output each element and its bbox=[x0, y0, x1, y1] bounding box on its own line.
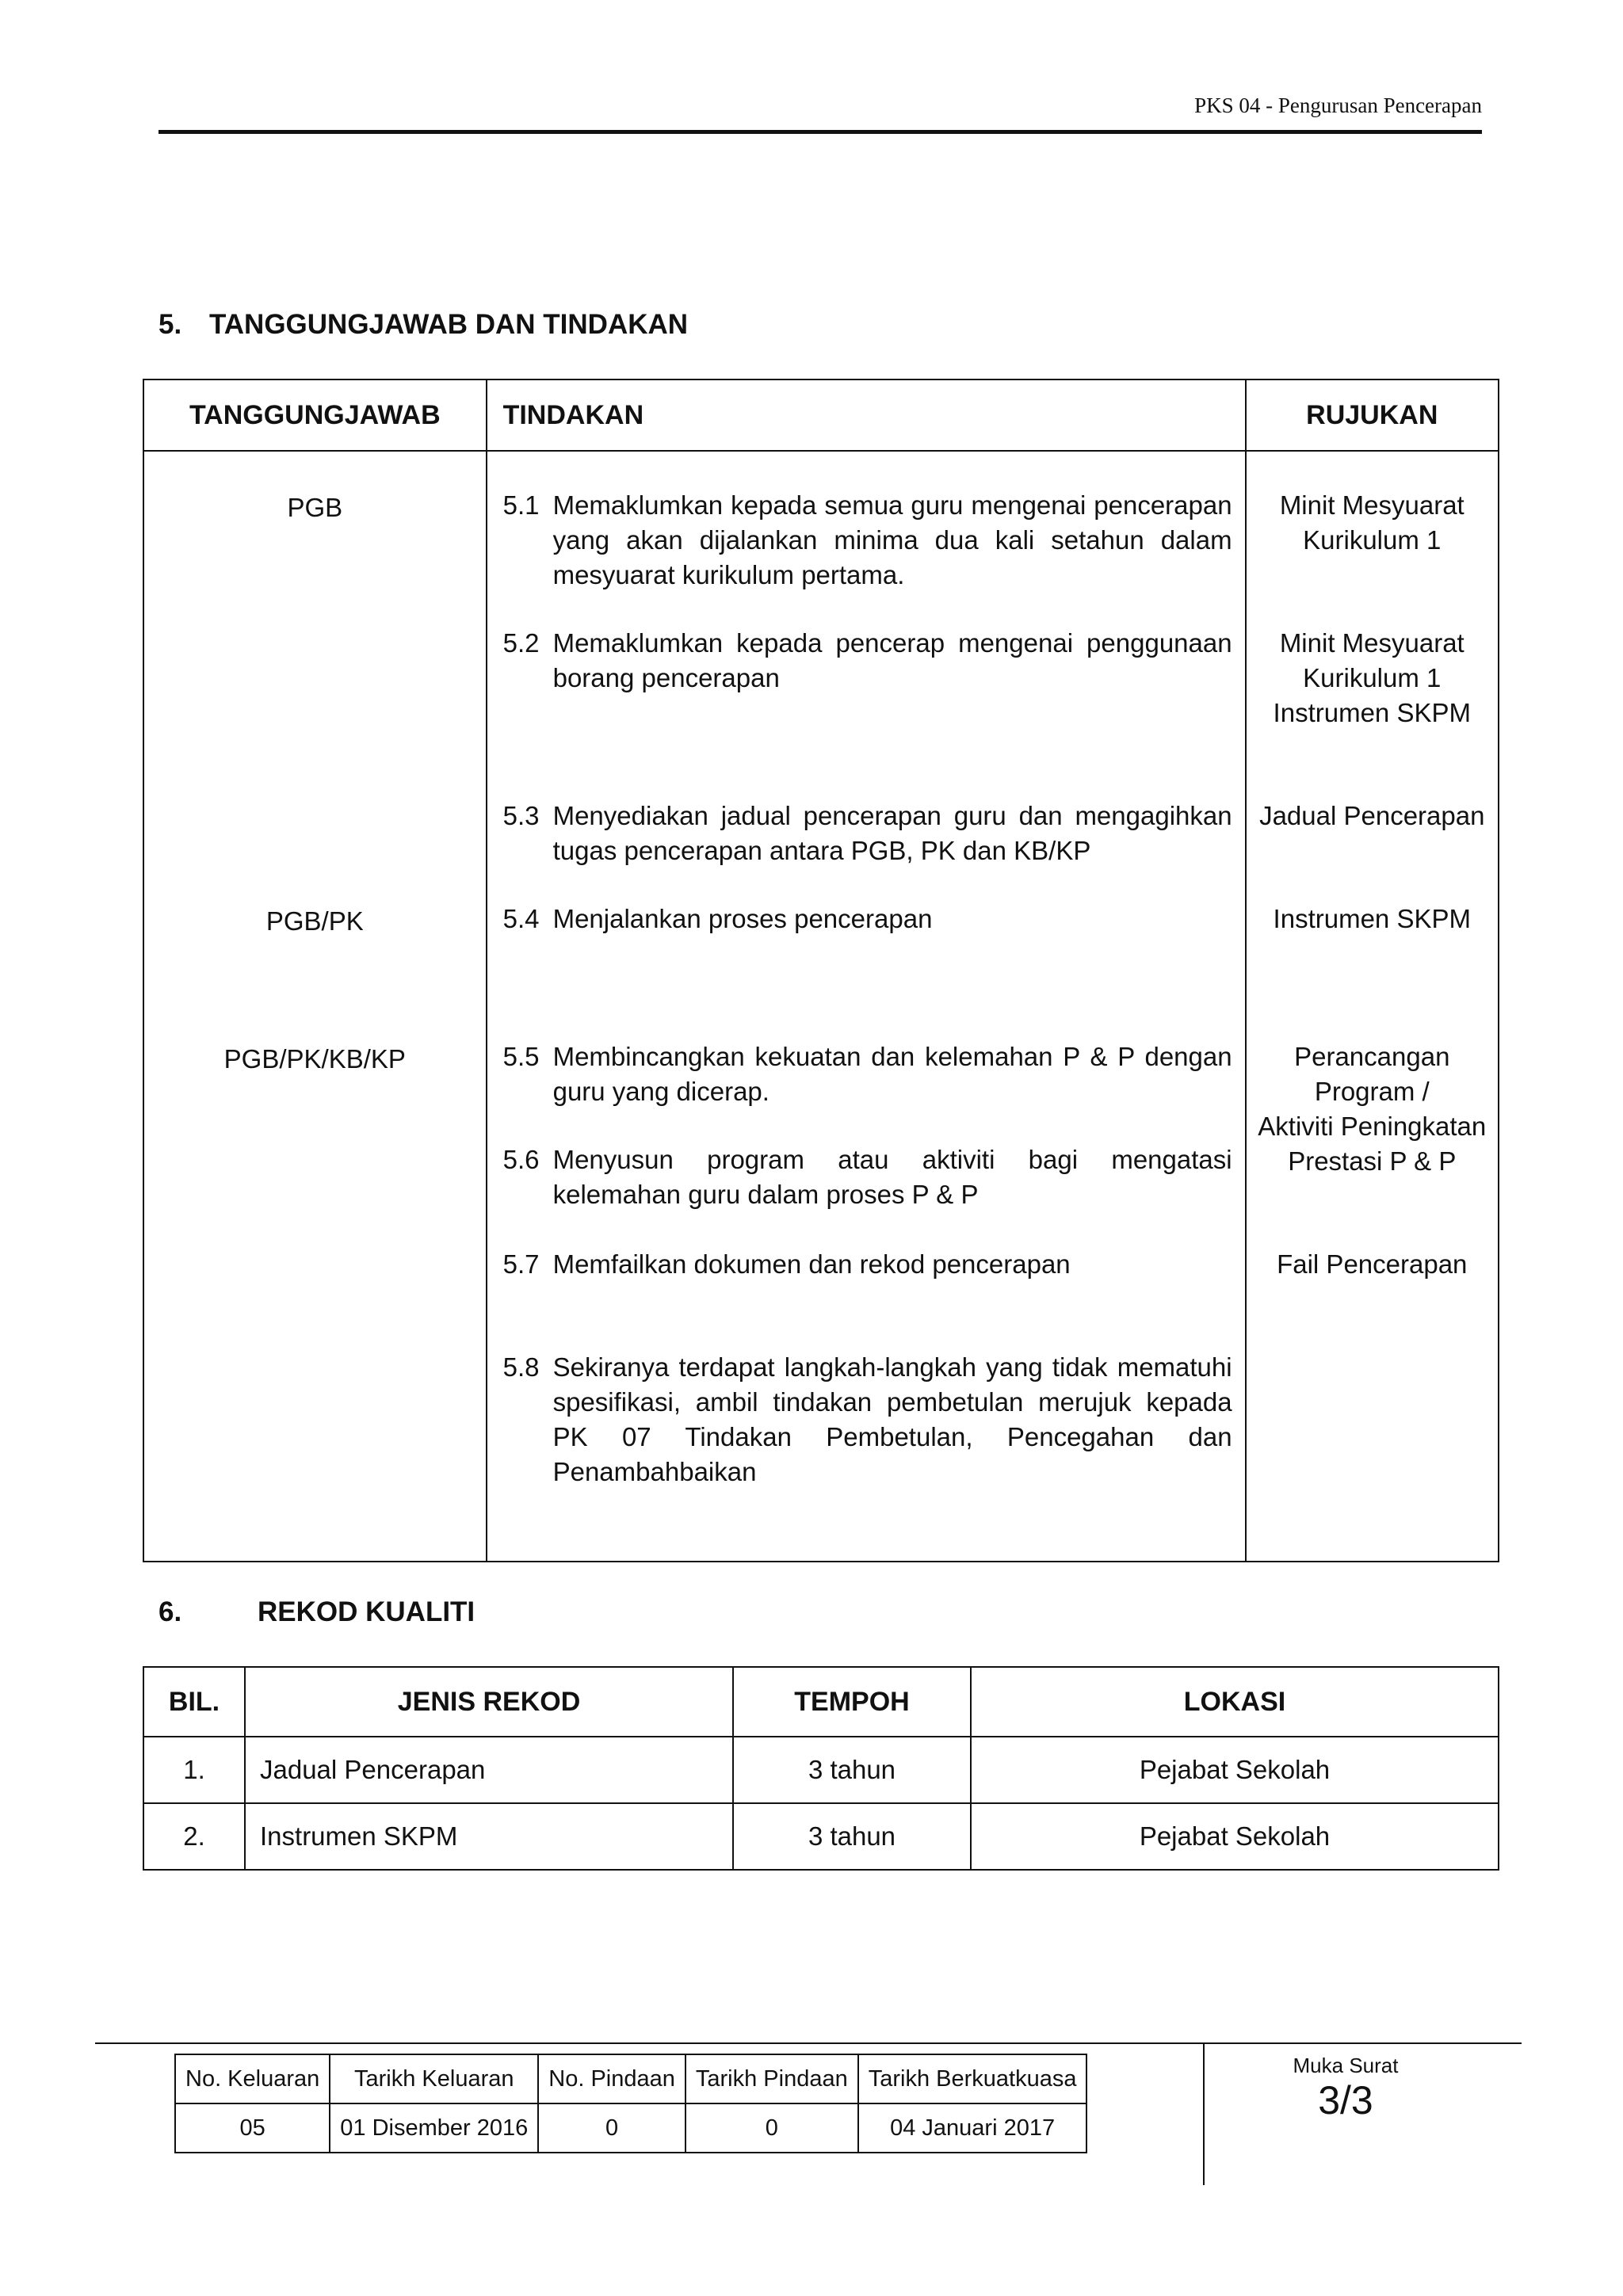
footer-issue-date: 01 Disember 2016 bbox=[330, 2103, 538, 2153]
footer-amendment-no: 0 bbox=[538, 2103, 685, 2153]
action-number: 5.7 bbox=[502, 1249, 540, 1279]
reference-line: Instrumen SKPM bbox=[1273, 904, 1471, 933]
document-control-values bbox=[175, 2103, 1086, 2153]
action-number: 5.6 bbox=[502, 1145, 540, 1174]
action-text: Menyediakan jadual pencerapan guru dan mengagihkan tugas pencerapan antara PGB, PK dan KB/KP bbox=[552, 801, 1232, 865]
document-control-table bbox=[174, 2054, 1087, 2153]
responsibility-table-body bbox=[143, 451, 1499, 1562]
reference-line: Program / bbox=[1314, 1077, 1430, 1106]
column-header-bil: BIL. bbox=[143, 1667, 245, 1737]
page-header: PKS 04 - Pengurusan Pencerapan bbox=[1194, 93, 1482, 117]
reference-item bbox=[1247, 1247, 1498, 1282]
action-cell bbox=[487, 451, 1246, 1562]
action-text: Menyusun program atau aktiviti bagi mengatasi kelemahan guru dalam proses P & P bbox=[552, 1145, 1232, 1209]
footer-rule bbox=[95, 2042, 1522, 2044]
section-6-number: 6. bbox=[158, 1596, 182, 1627]
action-item bbox=[503, 1247, 1232, 1282]
responsibility-item: PGB bbox=[287, 493, 343, 522]
reference-line: Perancangan bbox=[1294, 1042, 1450, 1071]
reference-item bbox=[1247, 902, 1498, 936]
responsibility-item: PGB/PK/KB/KP bbox=[223, 1044, 406, 1074]
record-type: Jadual Pencerapan bbox=[245, 1737, 733, 1803]
reference-line: Minit Mesyuarat bbox=[1279, 628, 1465, 658]
action-text: Memfailkan dokumen dan rekod pencerapan bbox=[552, 1249, 1071, 1279]
action-number: 5.1 bbox=[502, 490, 540, 520]
document-control-header bbox=[175, 2054, 1086, 2103]
reference-line: Prestasi P & P bbox=[1288, 1146, 1457, 1176]
reference-item bbox=[1247, 1039, 1498, 1179]
responsibility-table-header bbox=[143, 379, 1499, 451]
column-header-action: TINDAKAN bbox=[487, 379, 1246, 451]
column-header-responsibility: TANGGUNGJAWAB bbox=[143, 379, 487, 451]
record-period: 3 tahun bbox=[733, 1737, 971, 1803]
record-bil: 2. bbox=[143, 1803, 245, 1870]
action-item bbox=[503, 488, 1232, 593]
action-number: 5.4 bbox=[502, 904, 540, 933]
action-number: 5.3 bbox=[502, 801, 540, 830]
table-row bbox=[143, 1803, 1499, 1870]
table-row bbox=[143, 1737, 1499, 1803]
column-header-reference: RUJUKAN bbox=[1246, 379, 1499, 451]
footer-header-issue-no: No. Keluaran bbox=[175, 2054, 330, 2103]
action-number: 5.8 bbox=[502, 1352, 540, 1382]
action-item bbox=[503, 799, 1232, 868]
action-item bbox=[503, 1142, 1232, 1212]
action-item bbox=[503, 1039, 1232, 1109]
reference-line: Kurikulum 1 bbox=[1303, 525, 1442, 555]
section-6-heading bbox=[158, 1596, 475, 1628]
section-6-title: REKOD KUALITI bbox=[258, 1596, 475, 1627]
header-rule bbox=[158, 130, 1482, 134]
action-text: Membincangkan kekuatan dan kelemahan P & P dengan guru yang dicerap. bbox=[552, 1042, 1232, 1106]
action-number: 5.5 bbox=[502, 1042, 540, 1071]
action-item bbox=[503, 626, 1232, 696]
section-5-heading bbox=[158, 309, 688, 341]
action-item bbox=[503, 902, 1232, 936]
action-item bbox=[503, 1350, 1232, 1489]
footer-header-issue-date: Tarikh Keluaran bbox=[330, 2054, 538, 2103]
responsibility-table bbox=[143, 379, 1499, 1562]
footer-header-amendment-date: Tarikh Pindaan bbox=[685, 2054, 858, 2103]
action-number: 5.2 bbox=[502, 628, 540, 658]
record-location: Pejabat Sekolah bbox=[971, 1737, 1499, 1803]
column-header-period: TEMPOH bbox=[733, 1667, 971, 1737]
action-text: Menjalankan proses pencerapan bbox=[552, 904, 933, 933]
reference-line: Kurikulum 1 bbox=[1303, 663, 1442, 692]
reference-line: Aktiviti Peningkatan bbox=[1258, 1112, 1487, 1141]
section-5-number: 5. bbox=[158, 309, 182, 340]
record-location: Pejabat Sekolah bbox=[971, 1803, 1499, 1870]
reference-item bbox=[1247, 799, 1498, 833]
action-text: Sekiranya terdapat langkah-langkah yang tidak mematuhi spesifikasi, ambil tindakan pembetulan merujuk kepada PK 07 Tindakan Pembetulan, Pencegahan dan Penambahbaikan bbox=[552, 1352, 1232, 1486]
footer-amendment-date: 0 bbox=[685, 2103, 858, 2153]
reference-cell bbox=[1246, 451, 1499, 1562]
action-text: Memaklumkan kepada pencerap mengenai penggunaan borang pencerapan bbox=[552, 628, 1232, 692]
column-header-record-type: JENIS REKOD bbox=[245, 1667, 733, 1737]
quality-record-table-header bbox=[143, 1667, 1499, 1737]
responsibility-item: PGB/PK bbox=[265, 906, 364, 936]
record-bil: 1. bbox=[143, 1737, 245, 1803]
footer-effective-date: 04 Januari 2017 bbox=[858, 2103, 1087, 2153]
reference-line: Minit Mesyuarat bbox=[1279, 490, 1465, 520]
reference-line: Jadual Pencerapan bbox=[1259, 801, 1485, 830]
column-header-location: LOKASI bbox=[971, 1667, 1499, 1737]
footer-header-effective-date: Tarikh Berkuatkuasa bbox=[858, 2054, 1087, 2103]
reference-line: Fail Pencerapan bbox=[1277, 1249, 1468, 1279]
reference-line: Instrumen SKPM bbox=[1273, 698, 1471, 727]
record-period: 3 tahun bbox=[733, 1803, 971, 1870]
quality-record-table bbox=[143, 1666, 1499, 1871]
section-5-title: TANGGUNGJAWAB DAN TINDAKAN bbox=[209, 309, 689, 340]
page-number: 3/3 bbox=[1318, 2078, 1373, 2122]
footer-issue-no: 05 bbox=[175, 2103, 330, 2153]
footer-header-amendment-no: No. Pindaan bbox=[538, 2054, 685, 2103]
reference-item bbox=[1247, 488, 1498, 558]
reference-item bbox=[1247, 626, 1498, 730]
record-type: Instrumen SKPM bbox=[245, 1803, 733, 1870]
page-label: Muka Surat bbox=[1293, 2054, 1399, 2077]
responsibility-cell bbox=[143, 451, 487, 1562]
action-text: Memaklumkan kepada semua guru mengenai pencerapan yang akan dijalankan minima dua kali setahun dalam mesyuarat kurikulum pertama. bbox=[552, 490, 1232, 589]
